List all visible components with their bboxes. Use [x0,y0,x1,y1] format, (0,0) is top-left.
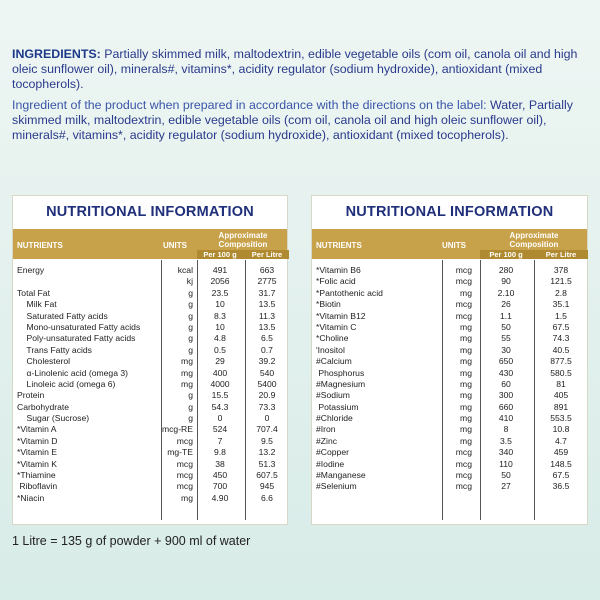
nutrient-unit: mg [181,492,193,503]
nutrient-unit: g [188,321,193,332]
table-row [312,356,587,367]
value-per100g: 1.1 [500,310,512,321]
value-perlitre: 9.5 [261,435,273,446]
nutrient-name: Protein [17,390,45,401]
table-row [312,459,587,470]
value-perlitre: 607.5 [256,470,278,481]
nutrient-unit: mcg [455,470,472,481]
value-perlitre: 51.3 [258,458,276,469]
table-row [312,379,587,390]
nutrient-name: Milk Fat [17,299,57,310]
value-per100g: 491 [212,265,228,275]
nutrient-name: #Selenium [316,481,357,492]
table-row [312,322,587,333]
nutrient-name: *Vitamin B6 [316,265,361,275]
value-perlitre: 13.5 [258,299,276,310]
value-per100g: 4000 [210,378,230,389]
column-divider [480,260,481,520]
value-per100g: 50 [501,470,511,481]
col-comp-line1: Approximate [218,231,268,240]
col-per100: Per 100 g [203,250,237,259]
nutrient-name: Cholesterol [17,356,71,367]
value-per100g: 50 [501,321,511,332]
nutrient-unit: g [188,401,193,412]
nutrient-unit: mg [181,378,193,389]
nutrient-name: #Magnesium [316,378,366,389]
col-comp-line1: Approximate [509,231,559,240]
value-perlitre: 0.7 [261,344,273,355]
value-per100g: 8 [503,424,509,435]
value-per100g: 10 [215,321,225,332]
table-row [312,413,587,424]
value-perlitre: 31.7 [258,287,276,298]
value-per100g: 8.3 [214,310,226,321]
value-per100g: 2056 [210,276,230,287]
nutrient-name: Energy [17,265,45,275]
value-per100g: 29 [215,356,225,367]
value-per100g: 7 [217,435,223,446]
nutrient-name: α-Linolenic acid (omega 3) [17,367,129,378]
value-per100g: 23.5 [211,287,229,298]
value-per100g: 300 [498,390,514,401]
table-row [312,436,587,447]
col-nutrients: NUTRIENTS [316,241,362,250]
table-row [312,311,587,322]
value-perlitre: 540 [259,367,275,378]
nutrient-unit: mg [460,424,472,435]
value-per100g: 9.8 [214,447,226,458]
nutrient-unit: mcg [455,265,472,275]
nutrient-name: ʹInositol [316,344,345,355]
nutrient-name: #Iron [316,424,336,435]
table-row [312,333,587,344]
nutrient-unit: g [188,413,193,424]
value-per100g: 55 [501,333,511,344]
value-per100g: 524 [212,424,228,435]
value-perlitre: 580.5 [550,367,572,378]
value-perlitre: 13.2 [258,447,276,458]
nutrient-unit: g [188,344,193,355]
nutrient-unit: mg [460,287,472,298]
reconstitution-note: 1 Litre = 135 g of powder + 900 ml of water [12,534,251,548]
value-perlitre: 663 [259,265,275,275]
table-row [312,299,587,310]
value-perlitre: 5400 [257,378,277,389]
nutrient-unit: g [188,310,193,321]
value-perlitre: 891 [553,401,569,412]
col-nutrients: NUTRIENTS [17,241,63,250]
nutrient-unit: mg [181,367,193,378]
col-comp-line2: Composition [509,240,559,249]
value-perlitre: 378 [553,265,569,275]
nutrient-name: *Vitamin A [17,424,57,435]
prepared-ingredients-paragraph [12,98,590,143]
nutrient-unit: mcg-RE [161,424,193,435]
value-perlitre: 707.4 [256,424,278,435]
value-per100g: 27 [501,481,511,492]
col-composition [197,231,289,249]
value-perlitre: 2775 [257,276,277,287]
nutrient-name: Total Fat [17,287,50,298]
table-row [312,390,587,401]
nutrient-unit: mcg [176,470,193,481]
nutrient-unit: mg [460,413,472,424]
value-per100g: 90 [501,276,511,287]
nutrient-name: *Vitamin B12 [316,310,366,321]
nutrient-unit: kcal [177,265,193,275]
nutrient-unit: mcg [455,458,472,469]
value-perlitre: 553.5 [550,413,572,424]
value-per100g: 4.8 [214,333,226,344]
value-per100g: 660 [498,401,514,412]
table-body [312,259,587,493]
value-perlitre: 4.7 [555,435,567,446]
nutrient-unit: mcg [455,299,472,310]
value-per100g: 0 [217,413,223,424]
column-divider [245,260,246,520]
value-perlitre: 40.5 [552,344,570,355]
value-perlitre: 67.5 [552,470,570,481]
nutrient-unit: mcg [455,447,472,458]
value-perlitre: 74.3 [552,333,570,344]
col-subheader [480,250,588,259]
table-row [312,276,587,287]
table-row [312,345,587,356]
nutrient-unit: g [188,390,193,401]
nutrient-unit: mg-TE [167,447,193,458]
value-perlitre: 39.2 [258,356,276,367]
value-perlitre: 20.9 [258,390,276,401]
ingredients-label: INGREDIENTS: [12,47,101,61]
col-perlitre: Per Litre [251,250,283,259]
value-perlitre: 13.5 [258,321,276,332]
nutrient-name: Saturated Fatty acids [17,310,108,321]
nutrient-unit: mcg [455,276,472,287]
table-row [312,470,587,481]
value-perlitre: 148.5 [550,458,572,469]
value-perlitre: 121.5 [550,276,572,287]
table-row [312,424,587,435]
nutrient-unit: mcg [176,481,193,492]
prepared-body: Water, Partially skimmed milk, maltodextrin, edible vegetable oils (com oil, canola oil and high oleic sunflower oil), minerals#, vitamins*, acidity regulator (sodium hydroxide), antioxidant (mixed tocopherols). [12,98,573,142]
value-per100g: 2.10 [497,287,515,298]
col-units: UNITS [163,241,187,250]
nutrient-name: #Copper [316,447,349,458]
value-perlitre: 10.8 [552,424,570,435]
value-per100g: 110 [499,458,513,469]
nutrient-name: *Vitamin D [17,435,58,446]
column-divider [534,260,535,520]
value-perlitre: 36.5 [552,481,570,492]
table-row [312,481,587,492]
table-row [312,288,587,299]
value-per100g: 4.90 [211,492,229,503]
nutrient-name: #Calcium [316,356,352,367]
nutrient-name: Trans Fatty acids [17,344,92,355]
col-perlitre: Per Litre [545,250,577,259]
nutrient-unit: mg [460,435,472,446]
nutrient-unit: mg [181,356,193,367]
value-per100g: 450 [212,470,228,481]
ingredients-body: Partially skimmed milk, maltodextrin, edible vegetable oils (com oil, canola oil and high oleic sunflower oil), minerals#, vitamins*, acidity regulator (sodium hydroxide), antioxidant (mixed tocopherols). [12,47,578,91]
nutrient-name: Mono-unsaturated Fatty acids [17,321,141,332]
table-row [312,402,587,413]
nutrient-unit: g [188,287,193,298]
value-perlitre: 67.5 [552,321,570,332]
value-per100g: 15.5 [211,390,229,401]
nutrient-name: #Manganese [316,470,366,481]
nutrient-name: #Chloride [316,413,353,424]
nutrient-name: *Vitamin C [316,321,357,332]
nutrient-unit: mcg [176,458,193,469]
nutrient-unit: g [188,333,193,344]
value-per100g: 400 [212,367,228,378]
value-per100g: 700 [212,481,228,492]
value-perlitre: 73.3 [258,401,276,412]
value-perlitre: 6.5 [261,333,273,344]
nutrient-name: Phosphorus [316,367,365,378]
value-perlitre: 0 [264,413,270,424]
value-per100g: 38 [215,458,225,469]
nutrient-unit: mg [460,356,472,367]
nutrient-unit: mcg [455,481,472,492]
nutrition-title: NUTRITIONAL INFORMATION [46,204,254,220]
col-subheader [197,250,289,259]
nutrient-unit: mg [460,367,472,378]
nutrient-name: *Biotin [316,299,341,310]
nutrient-unit: mcg [176,435,193,446]
nutrient-name: #Sodium [316,390,350,401]
nutrient-name: Sugar (Sucrose) [17,413,90,424]
nutrient-unit: g [188,299,193,310]
nutrient-name: Riboflavin [17,481,58,492]
value-per100g: 430 [498,367,514,378]
col-comp-line2: Composition [218,240,268,249]
nutrient-name: *Niacin [17,492,45,503]
value-perlitre: 459 [553,447,569,458]
value-per100g: 0.5 [214,344,226,355]
nutrient-unit: mg [460,321,472,332]
value-perlitre: 6.6 [261,492,273,503]
nutrient-unit: mg [460,390,472,401]
nutrient-name: *Vitamin E [17,447,57,458]
col-per100: Per 100 g [489,250,523,259]
value-perlitre: 945 [259,481,275,492]
nutrient-unit: mcg [455,310,472,321]
ingredients-text [12,47,590,149]
value-perlitre: 2.8 [555,287,567,298]
nutrient-name: *Thiamine [17,470,56,481]
nutrient-name: *Choline [316,333,349,344]
value-perlitre: 405 [553,390,569,401]
nutrient-unit: mg [460,344,472,355]
value-per100g: 340 [498,447,514,458]
nutrient-name: Carbohydrate [17,401,70,412]
nutrient-name: *Pantothenic acid [316,287,383,298]
table-header [13,229,287,259]
table-row [312,265,587,276]
table-header [312,229,587,259]
value-per100g: 60 [501,378,511,389]
nutrition-title: NUTRITIONAL INFORMATION [345,204,554,220]
nutrient-name: Poly-unsaturated Fatty acids [17,333,136,344]
value-per100g: 54.3 [211,401,229,412]
nutrient-unit: mg [460,401,472,412]
value-per100g: 410 [498,413,514,424]
nutrient-name: Linoleic acid (omega 6) [17,378,116,389]
nutrient-name: #Iodine [316,458,345,469]
column-divider [442,260,443,520]
nutrient-name: *Folic acid [316,276,356,287]
value-per100g: 30 [501,344,511,355]
value-perlitre: 1.5 [555,310,567,321]
prepared-label: Ingredient of the product when prepared in accordance with the directions on the label: [12,98,487,112]
ingredients-paragraph [12,47,590,92]
nutrition-table-right [311,195,588,525]
value-perlitre: 35.1 [552,299,570,310]
column-divider [161,260,162,520]
value-per100g: 280 [498,265,514,275]
col-composition [480,231,588,249]
value-per100g: 3.5 [500,435,512,446]
nutrient-name: #Zinc [316,435,338,446]
nutrient-unit: mg [460,378,472,389]
value-perlitre: 11.3 [258,310,276,321]
table-row [312,368,587,379]
value-per100g: 650 [498,356,514,367]
col-units: UNITS [442,241,466,250]
value-per100g: 26 [501,299,511,310]
nutrient-unit: kj [186,276,193,287]
table-row [312,447,587,458]
nutrient-name: *Vitamin K [17,458,57,469]
value-per100g: 10 [215,299,225,310]
nutrient-unit: mg [460,333,472,344]
value-perlitre: 877.5 [550,356,572,367]
nutrient-name: Potassium [316,401,359,412]
nutrition-table-left [12,195,288,525]
value-perlitre: 81 [556,378,566,389]
column-divider [197,260,198,520]
